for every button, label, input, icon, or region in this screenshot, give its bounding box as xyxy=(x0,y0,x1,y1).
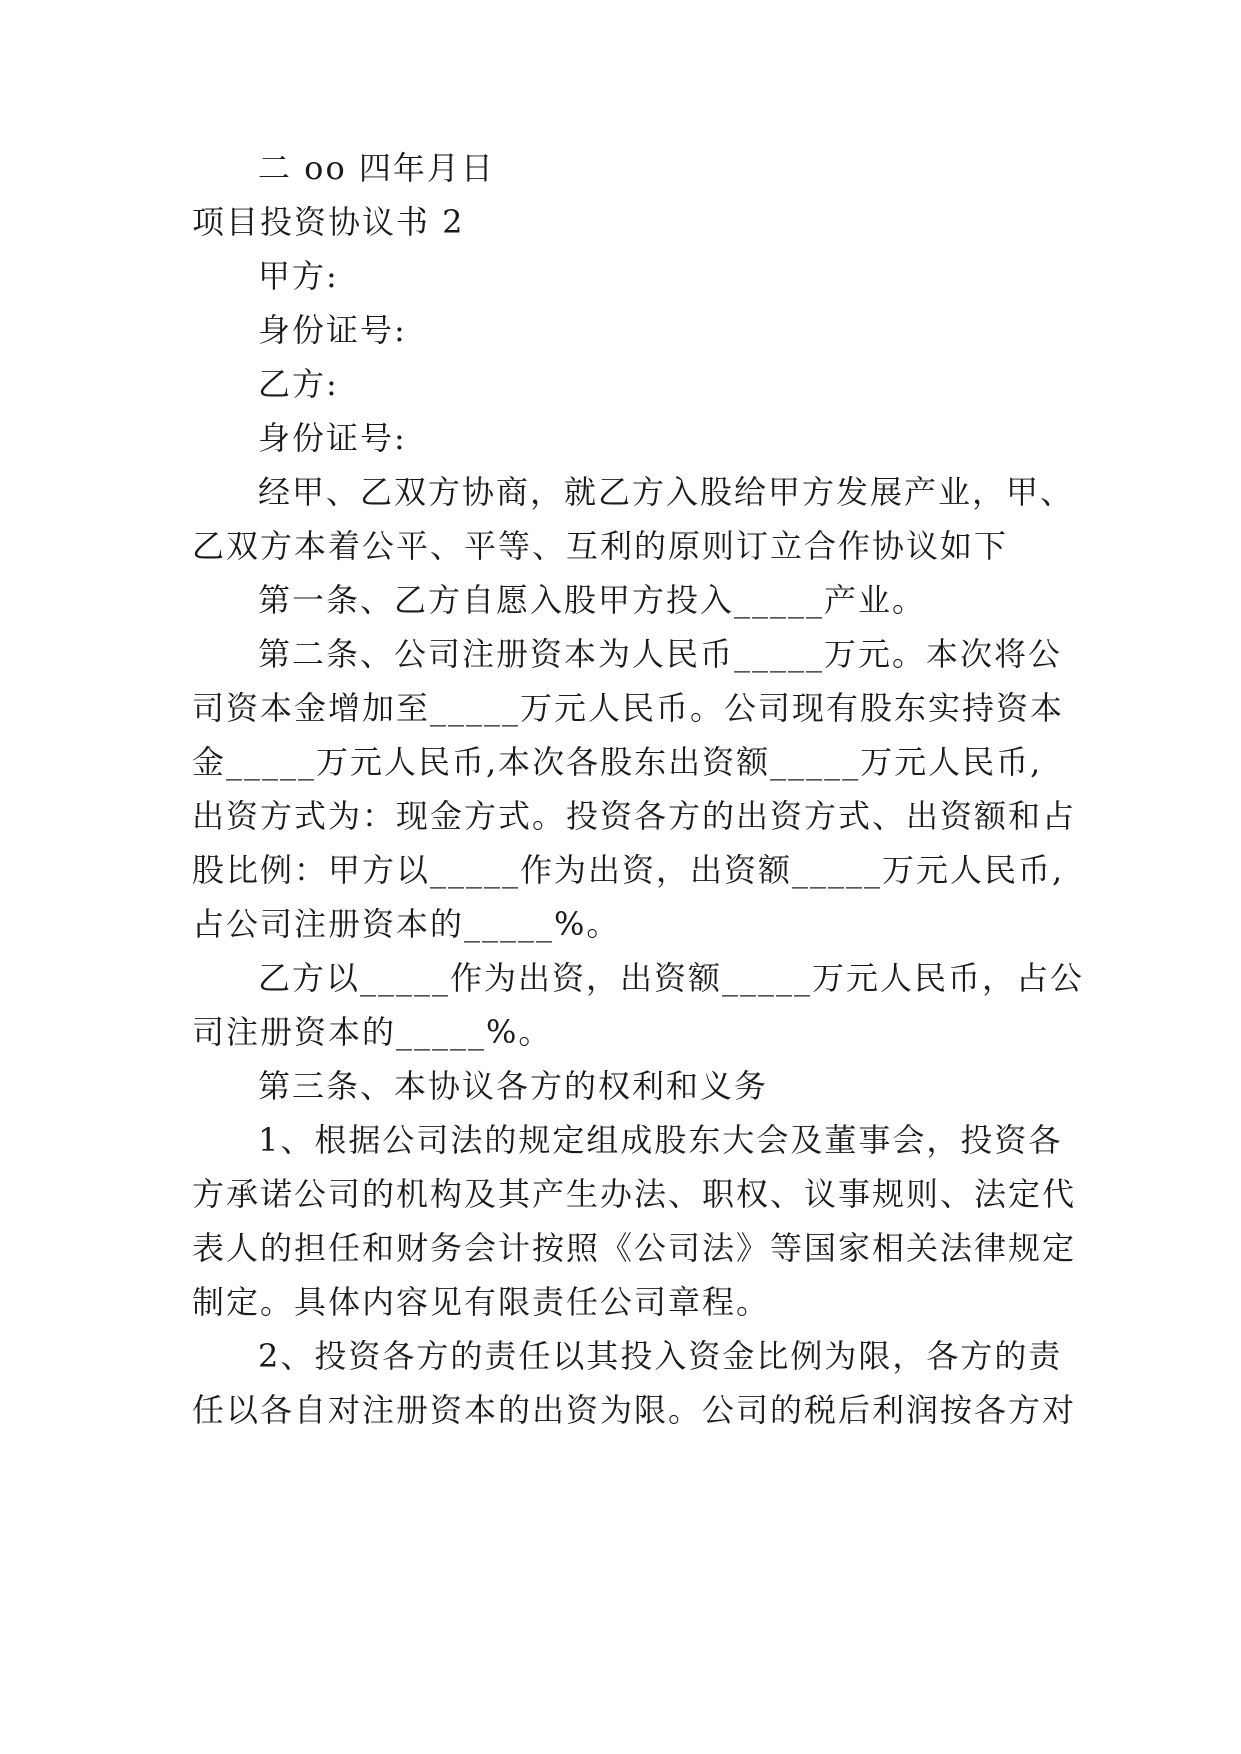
paragraph-line: 司资本金增加至_____万元人民币。公司现有股东实持资本 xyxy=(192,689,1065,727)
paragraph-line: 乙双方本着公平、平等、互利的原则订立合作协议如下 xyxy=(192,527,1009,565)
paragraph-line: 股比例：甲方以_____作为出资，出资额_____万元人民币, xyxy=(192,851,1065,889)
paragraph-line: 金_____万元人民币,本次各股东出资额_____万元人民币, xyxy=(192,743,1043,781)
paragraph-line: 表人的担任和财务会计按照《公司法》等国家相关法律规定 xyxy=(192,1229,1077,1267)
article-three-heading: 第三条、本协议各方的权利和义务 xyxy=(258,1067,769,1105)
paragraph-line: 方承诺公司的机构及其产生办法、职权、议事规则、法定代 xyxy=(192,1175,1077,1213)
party-a-label: 甲方: xyxy=(258,257,339,295)
date-line: 二 oo 四年月日 xyxy=(258,149,495,187)
paragraph-line: 1、根据公司法的规定组成股东大会及董事会，投资各 xyxy=(258,1121,1063,1159)
paragraph-line: 任以各自对注册资本的出资为限。公司的税后利润按各方对 xyxy=(192,1391,1077,1429)
paragraph-line: 乙方以_____作为出资，出资额_____万元人民币，占公 xyxy=(258,959,1085,997)
paragraph-line: 占公司注册资本的_____%。 xyxy=(192,905,621,943)
paragraph-line: 制定。具体内容见有限责任公司章程。 xyxy=(192,1283,771,1321)
paragraph-line: 第二条、公司注册资本为人民币_____万元。本次将公 xyxy=(258,635,1063,673)
document-title: 项目投资协议书 2 xyxy=(192,203,465,241)
paragraph-line: 经甲、乙双方协商，就乙方入股给甲方发展产业，甲、 xyxy=(258,473,1075,511)
party-b-id-label: 身份证号: xyxy=(258,419,407,457)
paragraph-line: 2、投资各方的责任以其投入资金比例为限，各方的责 xyxy=(258,1337,1063,1375)
party-a-id-label: 身份证号: xyxy=(258,311,407,349)
paragraph-line: 出资方式为：现金方式。投资各方的出资方式、出资额和占 xyxy=(192,797,1077,835)
party-b-label: 乙方: xyxy=(258,365,339,403)
article-one: 第一条、乙方自愿入股甲方投入_____产业。 xyxy=(258,581,927,619)
paragraph-line: 司注册资本的_____%。 xyxy=(192,1013,553,1051)
